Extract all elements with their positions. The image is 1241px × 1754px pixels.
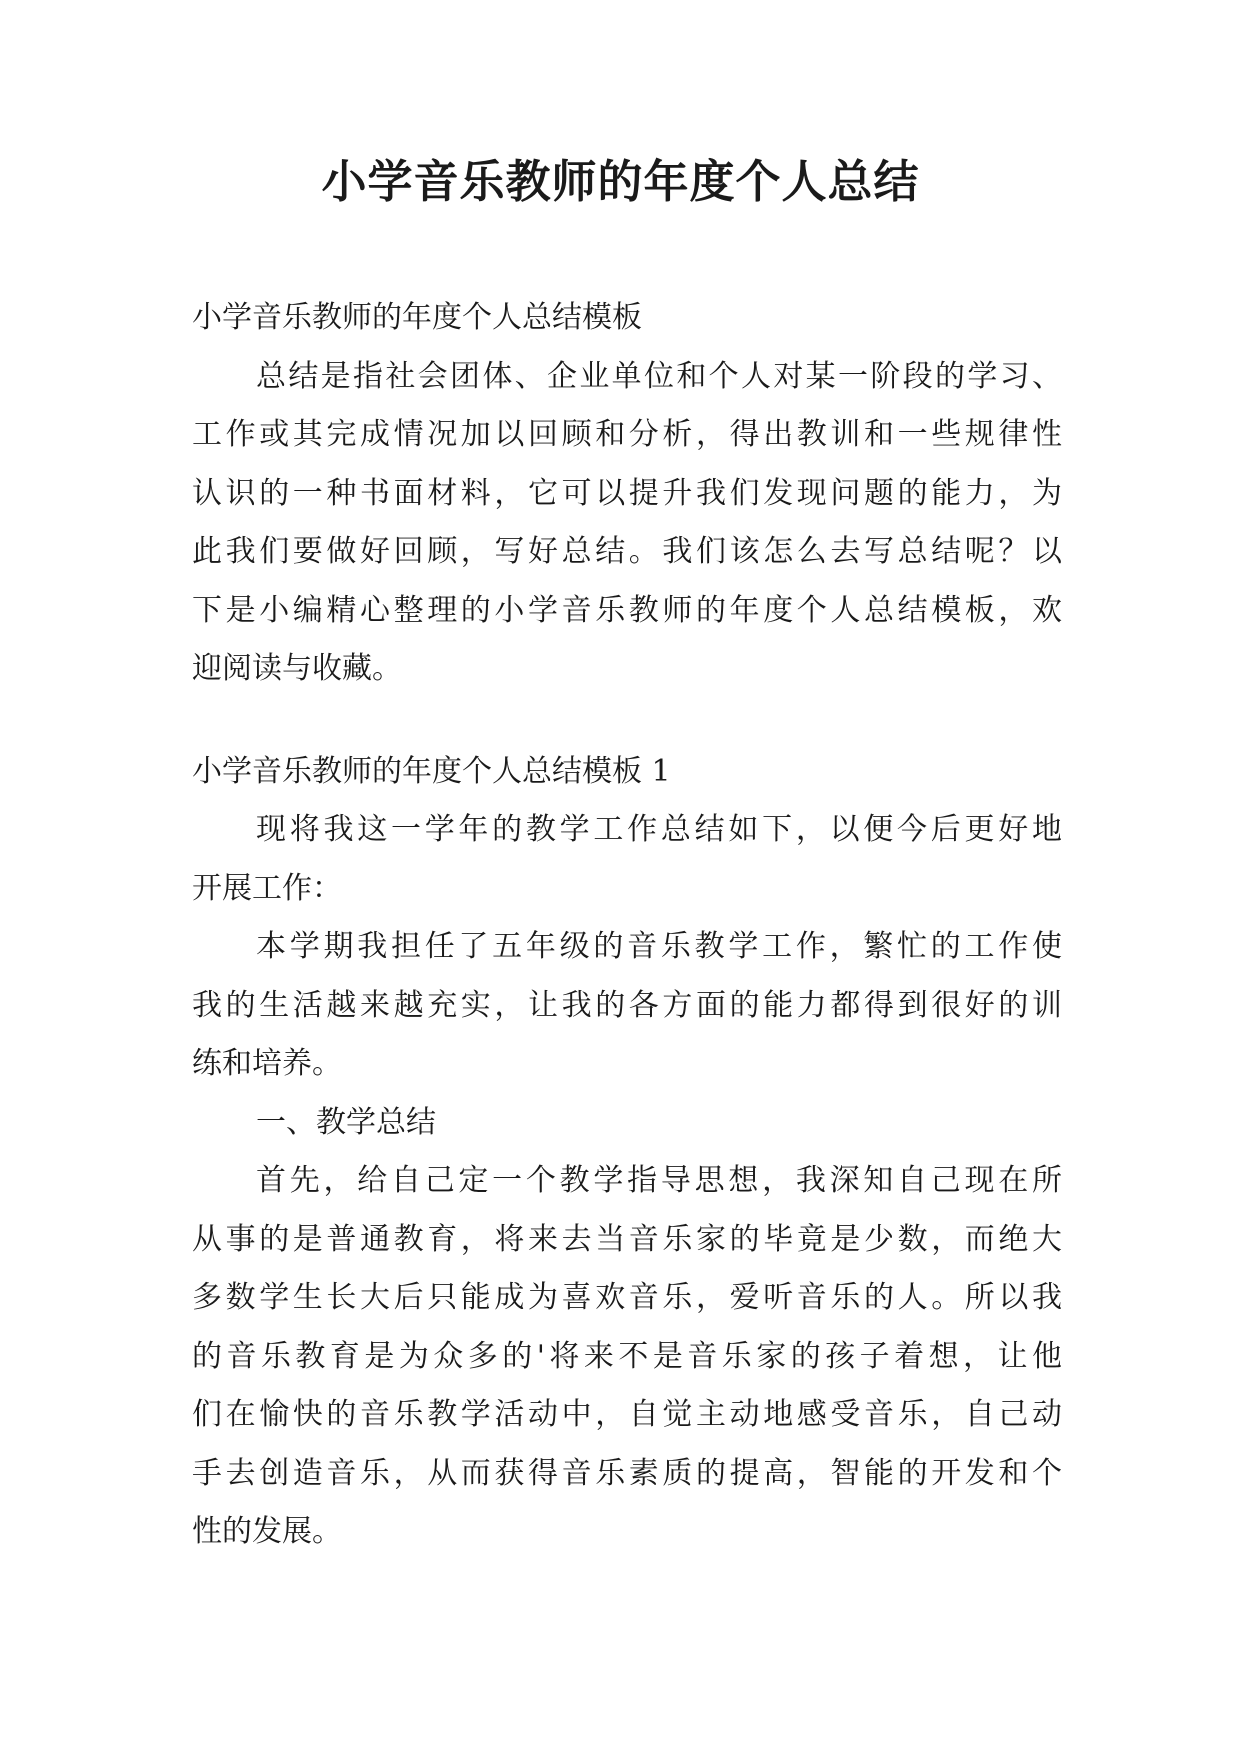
text-line: 们在愉快的音乐教学活动中，自觉主动地感受音乐，自己动 xyxy=(192,1397,1062,1432)
text-line: 从事的是普通教育，将来去当音乐家的毕竟是少数，而绝大 xyxy=(192,1221,1062,1257)
document-title: 小学音乐教师的年度个人总结 xyxy=(321,155,920,208)
text-line: 一、教学总结 xyxy=(256,1104,436,1140)
text-line: 迎阅读与收藏。 xyxy=(192,651,402,686)
text-line: 本学期我担任了五年级的音乐教学工作，繁忙的工作使 xyxy=(256,929,1062,964)
text-line: 性的发展。 xyxy=(192,1514,342,1549)
text-line: 小学音乐教师的年度个人总结模板 1 xyxy=(192,753,671,789)
text-line: 认识的一种书面材料，它可以提升我们发现问题的能力，为 xyxy=(192,475,1062,511)
text-line: 此我们要做好回顾，写好总结。我们该怎么去写总结呢？以 xyxy=(192,534,1062,569)
text-line: 现将我这一学年的教学工作总结如下，以便今后更好地 xyxy=(256,812,1062,847)
text-line: 开展工作： xyxy=(192,870,342,906)
paragraph-gap xyxy=(192,699,1062,743)
text-line: 小学音乐教师的年度个人总结模板 xyxy=(192,300,642,335)
text-line: 首先，给自己定一个教学指导思想，我深知自己现在所 xyxy=(256,1163,1062,1198)
text-line: 练和培养。 xyxy=(192,1046,342,1081)
text-line: 手去创造音乐，从而获得音乐素质的提高，智能的开发和个 xyxy=(192,1455,1062,1491)
text-line: 下是小编精心整理的小学音乐教师的年度个人总结模板，欢 xyxy=(192,592,1062,628)
text-line: 的音乐教育是为众多的'将来不是音乐家的孩子着想，让他 xyxy=(192,1338,1062,1374)
text-line: 我的生活越来越充实，让我的各方面的能力都得到很好的训 xyxy=(192,987,1062,1023)
document-body xyxy=(192,289,1062,1562)
text-line: 多数学生长大后只能成为喜欢音乐，爱听音乐的人。所以我 xyxy=(192,1280,1062,1315)
text-line: 总结是指社会团体、企业单位和个人对某一阶段的学习、 xyxy=(256,358,1062,394)
text-line: 工作或其完成情况加以回顾和分析，得出教训和一些规律性 xyxy=(192,417,1062,452)
